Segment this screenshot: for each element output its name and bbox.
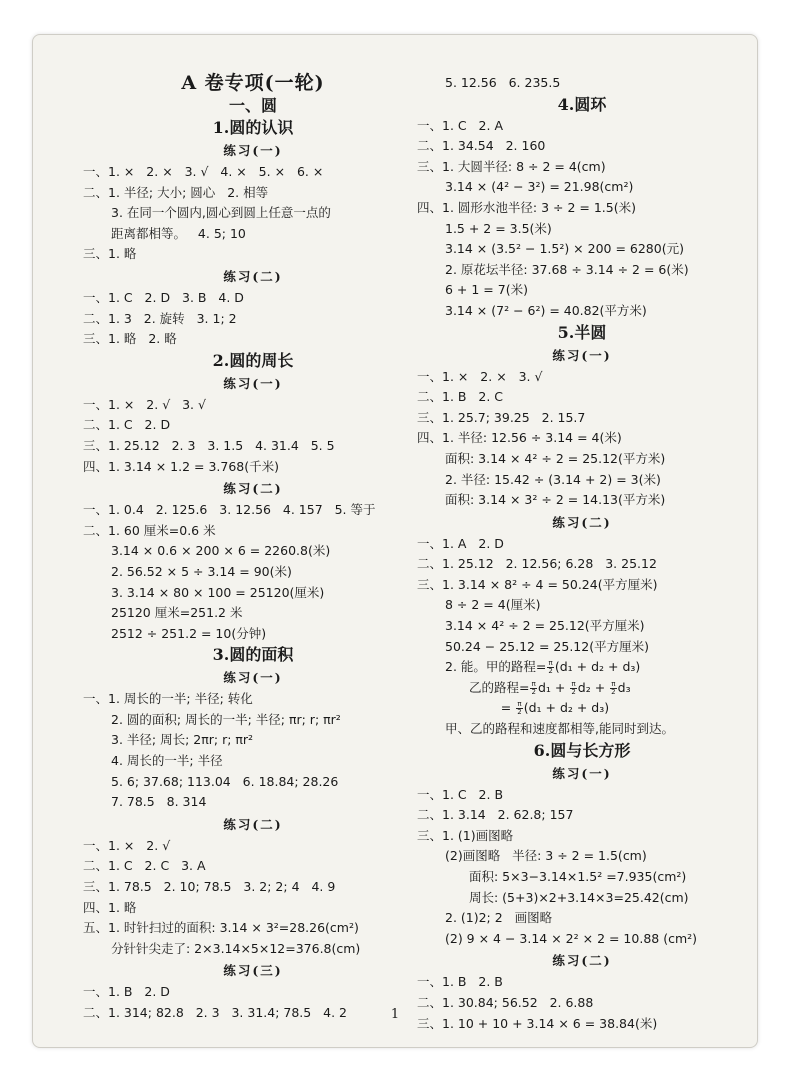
answer-line: 三、1. 10 + 10 + 3.14 × 6 = 38.84(米)	[417, 1015, 658, 1031]
answer-line: 四、1. 3.14 × 1.2 = 3.768(千米)	[83, 458, 279, 474]
answer-line: 一、1. × 2. × 3. √	[417, 368, 543, 384]
answer-line: 二、1. 30.84; 56.52 2. 6.88	[417, 994, 594, 1010]
answer-line: 一、1. 0.4 2. 125.6 3. 12.56 4. 157 5. 等于	[83, 502, 376, 518]
answer-line: 1.5 + 2 = 3.5(米)	[445, 220, 552, 236]
answer-line: 6 + 1 = 7(米)	[445, 282, 528, 298]
answer-line: 三、1. 大圆半径: 8 ÷ 2 = 4(cm)	[417, 158, 606, 174]
answer-text: 乙的路程=	[469, 679, 530, 695]
section-heading: 4.圆环	[557, 94, 607, 114]
answer-line: 2. (1)2; 2 画图略	[445, 910, 553, 926]
answer-text: d₃	[617, 679, 631, 695]
answer-line: 四、1. 圆形水池半径: 3 ÷ 2 = 1.5(米)	[417, 199, 636, 215]
answer-line: 二、1. B 2. C	[417, 389, 504, 405]
answer-line: 50.24 − 25.12 = 25.12(平方厘米)	[445, 638, 649, 654]
answer-line: 距离都相等。 4. 5; 10	[111, 225, 246, 241]
section-heading: 一、圆	[228, 96, 277, 115]
answer-line: 一、1. × 2. × 3. √ 4. × 5. × 6. ×	[83, 164, 324, 179]
section-heading: 1.圆的认识	[212, 118, 294, 137]
answer-line: 二、1. C 2. C 3. A	[83, 858, 206, 874]
exercise-heading: 练习(二)	[223, 268, 283, 284]
answer-line: 面积: 3.14 × 4² ÷ 2 = 25.12(平方米)	[445, 450, 666, 466]
answer-line: 甲、乙的路程和速度都相等,能同时到达。	[445, 721, 674, 737]
answer-line: 3.14 × 4² ÷ 2 = 25.12(平方厘米)	[445, 618, 645, 634]
answer-line: 三、1. 78.5 2. 10; 78.5 3. 2; 2; 4 4. 9	[83, 879, 336, 895]
answer-line: 3.14 × (7² − 6²) = 40.82(平方米)	[445, 302, 647, 318]
exercise-heading: 练习(二)	[552, 953, 612, 969]
answer-line: 二、1. 34.54 2. 160	[417, 138, 546, 154]
fraction: $\frac{\pi}{2}$	[517, 700, 522, 717]
answer-line: 四、1. 略	[83, 899, 137, 915]
answer-text: d₂ +	[577, 679, 610, 695]
fraction: $\frac{\pi}{2}$	[531, 679, 536, 696]
page-number: 1	[390, 1007, 400, 1022]
answer-line: 二、1. 314; 82.8 2. 3 3. 31.4; 78.5 4. 2	[83, 1005, 347, 1020]
answer-line: 一、1. C 2. A	[417, 117, 503, 133]
section-heading: 2.圆的周长	[212, 350, 294, 370]
answer-line: 三、1. 略 2. 略	[83, 331, 177, 347]
answer-line: 二、1. C 2. D	[83, 417, 171, 433]
answer-line: 四、1. 半径: 12.56 ÷ 3.14 = 4(米)	[417, 430, 622, 446]
answer-line: 面积: 5×3−3.14×1.5² =7.935(cm²)	[469, 869, 687, 884]
fraction: $\frac{\pi}{2}$	[571, 679, 576, 696]
answer-line: 二、1. 3 2. 旋转 3. 1; 2	[83, 310, 237, 326]
exercise-heading: 练习(一)	[223, 670, 283, 686]
answer-line: 一、1. 周长的一半; 半径; 转化	[83, 691, 253, 707]
answer-sheet-page	[32, 34, 758, 1048]
section-heading: 3.圆的面积	[212, 645, 294, 665]
answer-line: 一、1. × 2. √ 3. √	[83, 396, 206, 412]
answer-text: (d₁ + d₂ + d₃)	[554, 659, 641, 675]
answer-line: 一、1. B 2. D	[83, 984, 170, 1000]
answer-line: 5. 12.56 6. 235.5	[445, 75, 561, 90]
left-column	[83, 71, 423, 1024]
answer-line: 2. 原花坛半径: 37.68 ÷ 3.14 ÷ 2 = 6(米)	[445, 261, 689, 277]
answer-line: 一、1. × 2. √	[83, 837, 171, 853]
answer-line: 一、1. C 2. D 3. B 4. D	[83, 289, 244, 305]
exercise-heading: 练习(一)	[552, 765, 612, 781]
answer-line: 三、1. 略	[83, 246, 137, 262]
exercise-heading: 练习(三)	[223, 963, 283, 979]
answer-line: 3.14 × (3.5² − 1.5²) × 200 = 6280(元)	[445, 241, 684, 257]
answer-line: 3. 3.14 × 80 × 100 = 25120(厘米)	[111, 584, 325, 600]
answer-line: 5. 6; 37.68; 113.04 6. 18.84; 28.26	[111, 773, 339, 789]
answer-line: 3.14 × 0.6 × 200 × 6 = 2260.8(米)	[111, 543, 331, 559]
answer-line: 五、1. 时针扫过的面积: 3.14 × 3²=28.26(cm²)	[83, 920, 359, 936]
answer-line: 3. 半径; 周长; 2πr; r; πr²	[111, 732, 254, 748]
answer-line: 周长: (5+3)×2+3.14×3=25.42(cm)	[469, 889, 689, 905]
answer-line: 8 ÷ 2 = 4(厘米)	[445, 597, 541, 613]
answer-text: (d₁ + d₂ + d₃)	[523, 700, 610, 716]
answer-line: 面积: 3.14 × 3² ÷ 2 = 14.13(平方米)	[445, 492, 666, 508]
answer-text: =	[469, 700, 516, 716]
answer-line: 三、1. (1)画图略	[417, 827, 514, 843]
answer-line: 4. 周长的一半; 半径	[111, 753, 223, 769]
fraction: $\frac{\pi}{2}$	[548, 659, 553, 676]
answer-line: 三、1. 25.12 2. 3 3. 1.5 4. 31.4 5. 5	[83, 437, 335, 453]
exercise-heading: 练习(一)	[223, 375, 283, 391]
exercise-heading: 练习(二)	[223, 816, 283, 832]
answer-line	[417, 698, 747, 719]
answer-text: 2. 能。甲的路程=	[445, 659, 547, 675]
answer-line: 2. 圆的面积; 周长的一半; 半径; πr; r; πr²	[111, 711, 341, 727]
answer-line: 三、1. 3.14 × 8² ÷ 4 = 50.24(平方厘米)	[417, 576, 658, 592]
answer-line: 二、1. 3.14 2. 62.8; 157	[417, 807, 574, 823]
answer-text: d₁ +	[537, 679, 570, 695]
exercise-heading: 练习(一)	[552, 347, 612, 363]
answer-line: 3. 在同一个圆内,圆心到圆上任意一点的	[111, 205, 331, 221]
answer-line: (2)画图略 半径: 3 ÷ 2 = 1.5(cm)	[445, 848, 647, 864]
answer-line: 二、1. 25.12 2. 12.56; 6.28 3. 25.12	[417, 556, 657, 572]
book-title: A 卷专项(一轮)	[181, 72, 325, 94]
right-column	[417, 73, 747, 1034]
answer-line: 2512 ÷ 251.2 = 10(分钟)	[111, 625, 267, 641]
answer-line: (2) 9 × 4 − 3.14 × 2² × 2 = 10.88 (cm²)	[445, 930, 698, 946]
answer-line: 2. 56.52 × 5 ÷ 3.14 = 90(米)	[111, 563, 292, 579]
answer-line	[417, 657, 747, 678]
answer-line: 一、1. B 2. B	[417, 974, 503, 990]
fraction: $\frac{\pi}{2}$	[611, 679, 616, 696]
section-heading: 6.圆与长方形	[533, 740, 631, 760]
exercise-heading: 练习(二)	[223, 481, 283, 497]
answer-line: 分针针尖走了: 2×3.14×5×12=376.8(cm)	[111, 940, 361, 956]
answer-line: 25120 厘米=251.2 米	[111, 605, 243, 621]
answer-line: 一、1. C 2. B	[417, 786, 504, 802]
answer-line: 7. 78.5 8. 314	[111, 794, 207, 810]
answer-line: 二、1. 半径; 大小; 圆心 2. 相等	[83, 184, 269, 200]
answer-line: 三、1. 25.7; 39.25 2. 15.7	[417, 409, 586, 425]
section-heading: 5.半圆	[557, 322, 607, 342]
answer-line: 3.14 × (4² − 3²) = 21.98(cm²)	[445, 179, 634, 195]
answer-line: 一、1. A 2. D	[417, 535, 504, 551]
answer-line: 2. 半径: 15.42 ÷ (3.14 + 2) = 3(米)	[445, 471, 661, 487]
exercise-heading: 练习(一)	[223, 143, 283, 158]
answer-line: 二、1. 60 厘米=0.6 米	[83, 522, 216, 538]
answer-line	[417, 678, 747, 699]
exercise-heading: 练习(二)	[552, 514, 612, 530]
